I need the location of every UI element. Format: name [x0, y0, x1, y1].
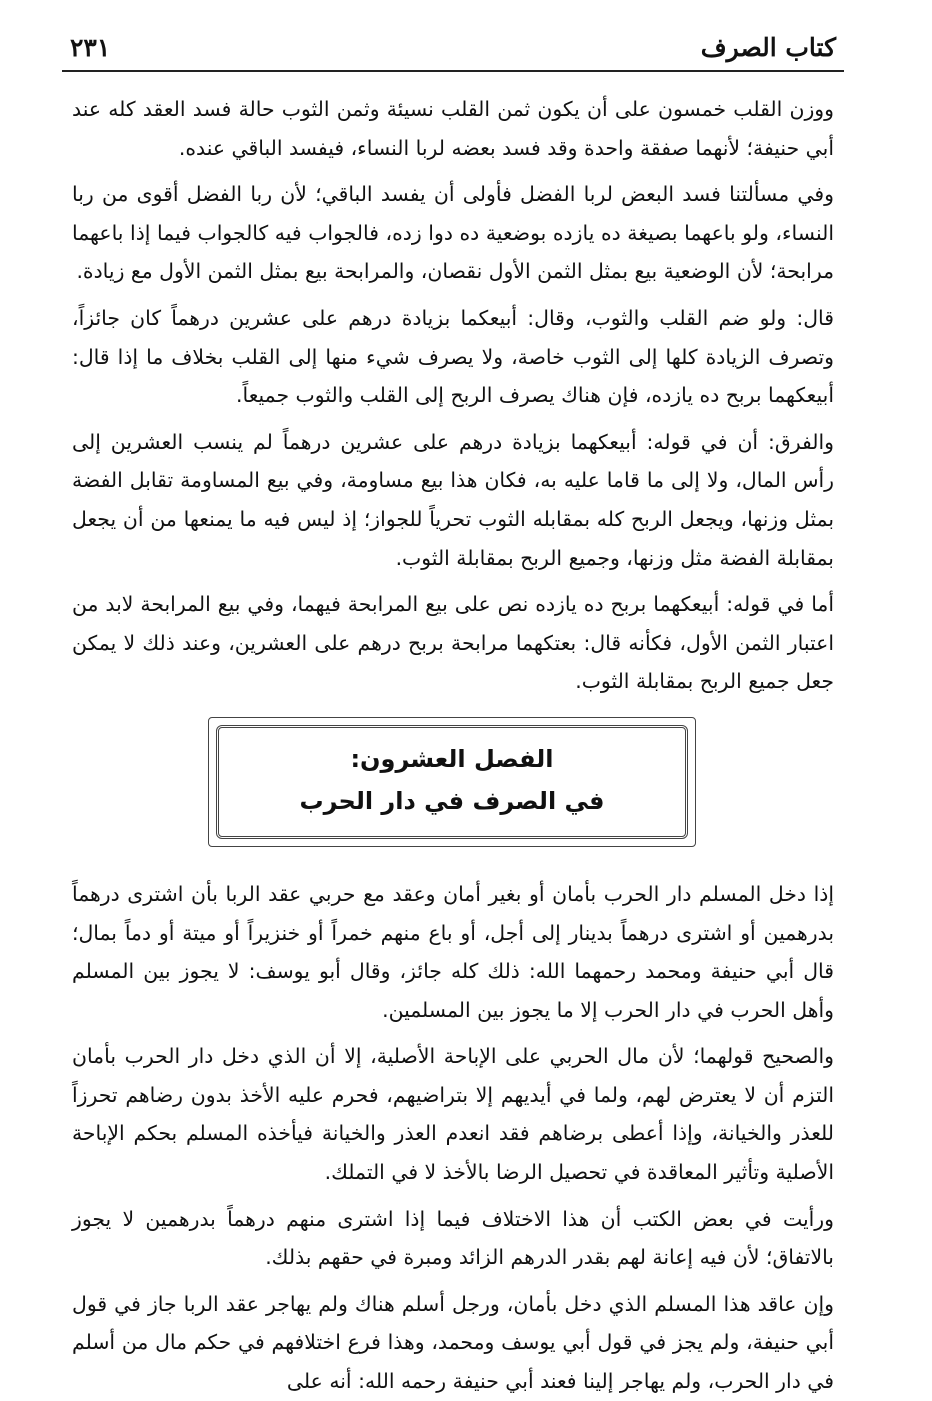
paragraph: إذا دخل المسلم دار الحرب بأمان أو بغير أمان وعقد مع حربي عقد الربا بأن اشترى درهماً بدرهمين أو اشترى درهماً بدينار إلى أجل، أو باع منهم خمراً أو خنزيراً أو ميتة أو دماً بمال؛ قال أبي حنيفة ومحمد رحمهما الله: ذلك كله جائز، وقال أبو يوسف: لا يجوز بين المسلم وأهل الحرب في دار الحرب إلا ما يجوز بين المسلمين. [72, 881, 834, 1022]
section-heading-frame [208, 717, 696, 847]
paragraph: والفرق: أن في قوله: أبيعكهما بزيادة درهم على عشرين درهماً لم ينسب العشرين إلى رأس المال، ولا إلى ما قاما عليه به، فكان هذا بيع مساومة، وفي بيع المساومة تقابل الفضة بمثل وزنها، ويجعل الربح كله بمقابله الثوب تحرياً للجواز؛ إذ ليس فيه ما يمنعها من أن يجعل بمقابلة الفضة مثل وزنها، وجميع الربح بمقابلة الثوب. [72, 429, 834, 570]
paragraph: ورأيت في بعض الكتب أن هذا الاختلاف فيما إذا اشترى منهم درهماً بدرهمين لا يجوز بالاتفاق؛ لأن فيه إعانة لهم بقدر الدرهم الزائد ومبرة في حقهم بذلك. [72, 1206, 834, 1270]
running-header [62, 28, 844, 68]
header-rule [62, 70, 844, 72]
paragraph: والصحيح قولهما؛ لأن مال الحربي على الإباحة الأصلية، إلا أن الذي دخل دار الحرب بأمان التزم أن لا يعترض لهم، ولما في أيديهم إلا بتراضيهم، فحرم عليه الأخذ بدون رضاهم تحرزاً للعذر والخيانة، وإذا أعطى برضاهم فقد انعدم العذر والخيانة فيأخذه المسلم بحكم الإباحة الأصلية وتأثير المعاقدة في تحصيل الرضا بالأخذ لا في التملك. [72, 1044, 834, 1185]
book-page [62, 28, 844, 1394]
page-number: ٢٣١ [70, 33, 111, 62]
section-heading-line-1: الفصل العشرون: [350, 744, 554, 773]
section-heading-line-2: في الصرف في دار الحرب [299, 786, 605, 815]
paragraph: أما في قوله: أبيعكهما بربح ده يازده نص على بيع المرابحة فيهما، وفي بيع المرابحة لابد من اعتبار الثمن الأول، فكأنه قال: بعتكهما مرابحة بربح درهم على العشرين، وعند ذلك لا يمكن جعل جميع الربح بمقابلة الثوب. [72, 592, 834, 694]
section-heading [216, 725, 688, 839]
paragraph: ووزن القلب خمسون على أن يكون ثمن القلب نسيئة وثمن الثوب حالة فسد العقد كله عند أبي حنيفة؛ لأنهما صفقة واحدة وقد فسد بعضه لربا النساء، فيفسد الباقي عنده. [72, 97, 834, 160]
paragraph: وإن عاقد هذا المسلم الذي دخل بأمان، ورجل أسلم هناك ولم يهاجر عقد الربا جاز في قول أبي حنيفة، ولم يجز في قول أبي يوسف ومحمد، وهذا فرع اختلافهم في حكم مال من أسلم في دار الحرب، ولم يهاجر إلينا فعند أبي حنيفة رحمه الله: أنه على [72, 1291, 834, 1394]
book-title: كتاب الصرف [700, 33, 836, 62]
paragraph: قال: ولو ضم القلب والثوب، وقال: أبيعكما بزيادة درهم على عشرين درهماً كان جائزاً، وتصرف الزيادة كلها إلى الثوب خاصة، ولا يصرف شيء منها إلى القلب بخلاف ما إذا قال: أبيعكهما بربح ده يازده، فإن هناك يصرف الربح إلى القلب والثوب جميعاً. [72, 305, 834, 408]
paragraph: وفي مسألتنا فسد البعض لربا الفضل فأولى أن يفسد الباقي؛ لأن ربا الفضل أقوى من ربا النساء، ولو باعهما بصيغة ده يازده بوضعية ده دوا زده، فالجواب فيه كالجواب فيما إذا باعهما مرابحة؛ لأن الوضعية بيع بمثل الثمن الأول نقصان، والمرابحة بيع بمثل الثمن الأول مع زيادة. [72, 182, 834, 284]
